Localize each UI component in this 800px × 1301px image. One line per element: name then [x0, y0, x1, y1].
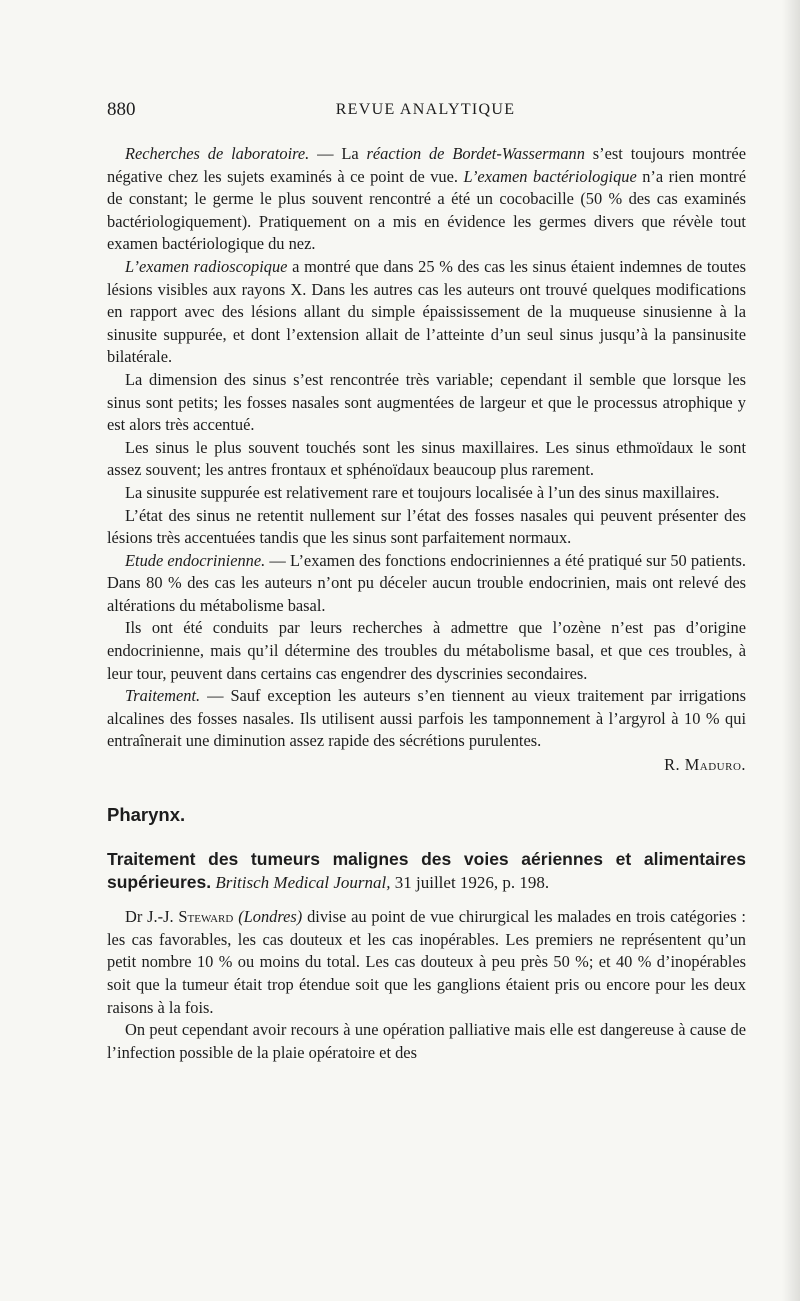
text-run: a montré que dans 25 % des cas les sinus étaient indemnes de toutes lésions visibles aux rayons X. Dans les autres cas les auteurs ont trouvé quelques modifications en rapport avec des lésions allant du simple épaississement de la muqueuse sinusienne à la sinusite suppurée, et dont l’extension allait de l’atteinte d’un seul sinus jusqu’à la pansinusite bilatérale.: [107, 256, 746, 367]
text-run: — La: [309, 144, 367, 163]
article-title-bold: Traitement des tumeurs malignes des voies aériennes et alimentaires supérieures.: [107, 849, 746, 893]
paragraph: [107, 550, 746, 618]
text-run: n’a rien montré de constant; le germe le plus souvent rencontré a été un cocobacille (50 % des cas examinés bactériologiquement). Pratiquement on a mis en évidence les germes divers que révèle tout examen bactériologique du nez.: [107, 166, 746, 254]
page-number: 880: [107, 99, 136, 120]
paragraph: [107, 685, 746, 753]
italic-run: Etude endocrinienne.: [125, 550, 266, 570]
paragraph: Ils ont été conduits par leurs recherches à admettre que l’ozène n’est pas d’origine endocrinienne, mais qu’il détermine des troubles du métabolisme basal, et que ces troubles, à leur tour, peuvent dans certains cas engendrer des dyscrinies secondaires.: [107, 618, 746, 683]
section-heading: Pharynx.: [107, 803, 186, 825]
paragraph: La dimension des sinus s’est rencontrée très variable; cependant il semble que lorsque les sinus sont petits; les fosses nasales sont augmentées de largeur et que le processus atrophique y est alors très accentué.: [107, 369, 746, 435]
paragraph: [107, 906, 746, 1019]
running-title: REVUE ANALYTIQUE: [335, 101, 516, 118]
citation: 31 juillet 1926, p. 198.: [394, 873, 550, 893]
body-text: [107, 143, 746, 1064]
text-run: Dr J.-J.: [125, 907, 179, 927]
subheading-laboratory: Recherches de laboratoire.: [125, 144, 310, 163]
paragraph: [107, 143, 746, 256]
italic-run: (Londres): [238, 907, 303, 927]
text-run: — L’examen des fonctions endocriniennes a été pratiqué sur 50 patients. Dans 80 % des cas les auteurs n’ont pu déceler aucun trouble endocrinien, mais ont relevé des altérations du métabolisme basal.: [107, 550, 746, 615]
paragraph: [107, 256, 746, 369]
paragraph: Les sinus le plus souvent touchés sont les sinus maxillaires. Les sinus ethmoïdaux le sont assez souvent; les antres frontaux et sphénoïdaux beaucoup plus rarement.: [107, 437, 746, 480]
text-run: — Sauf exception les auteurs s’en tiennent au vieux traitement par irrigations alcalines des fosses nasales. Ils utilisent aussi parfois les tamponnement à l’argyrol à 10 % qui entraînerait une diminution assez rapide des sécrétions purulentes.: [107, 686, 746, 751]
author-name: Steward: [178, 907, 234, 927]
text-run: s’est toujours montrée négative chez les sujets examinés à ce point de vue.: [107, 144, 746, 186]
author-signature: R. Maduro.: [664, 755, 746, 775]
italic-run: L’examen bactériologique: [463, 166, 637, 186]
paragraph: On peut cependant avoir recours à une opération palliative mais elle est dangereuse à cause de l’infection possible de la plaie opératoire et des: [107, 1020, 746, 1062]
italic-run: L’examen radioscopique: [125, 256, 288, 276]
paragraph: L’état des sinus ne retentit nullement sur l’état des fosses nasales qui peuvent présenter des lésions très accentuées tandis que les sinus sont parfaitement normaux.: [107, 505, 746, 548]
journal-name: Britisch Medical Journal,: [215, 873, 391, 893]
page-header: [107, 99, 744, 123]
italic-run: réaction de Bordet-Wassermann: [366, 144, 585, 163]
italic-run: Traitement.: [125, 686, 201, 706]
paragraph: La sinusite suppurée est relativement rare et toujours localisée à l’un des sinus maxillaires.: [125, 482, 720, 502]
article-title: [107, 848, 746, 894]
text-run: divise au point de vue chirurgical les malades en trois catégories : les cas favorables, les cas douteux et les cas inopérables. Les premiers ne représentent qu’un petit nombre 10 % ou moins du total. Les cas douteux à peu près 50 %; et 40 % d’inopérables soit que la tumeur était trop étendue soit que les ganglions étaient pris ou encore pour les deux raisons à la fois.: [107, 907, 746, 1017]
page-edge-shadow: [782, 0, 800, 1301]
